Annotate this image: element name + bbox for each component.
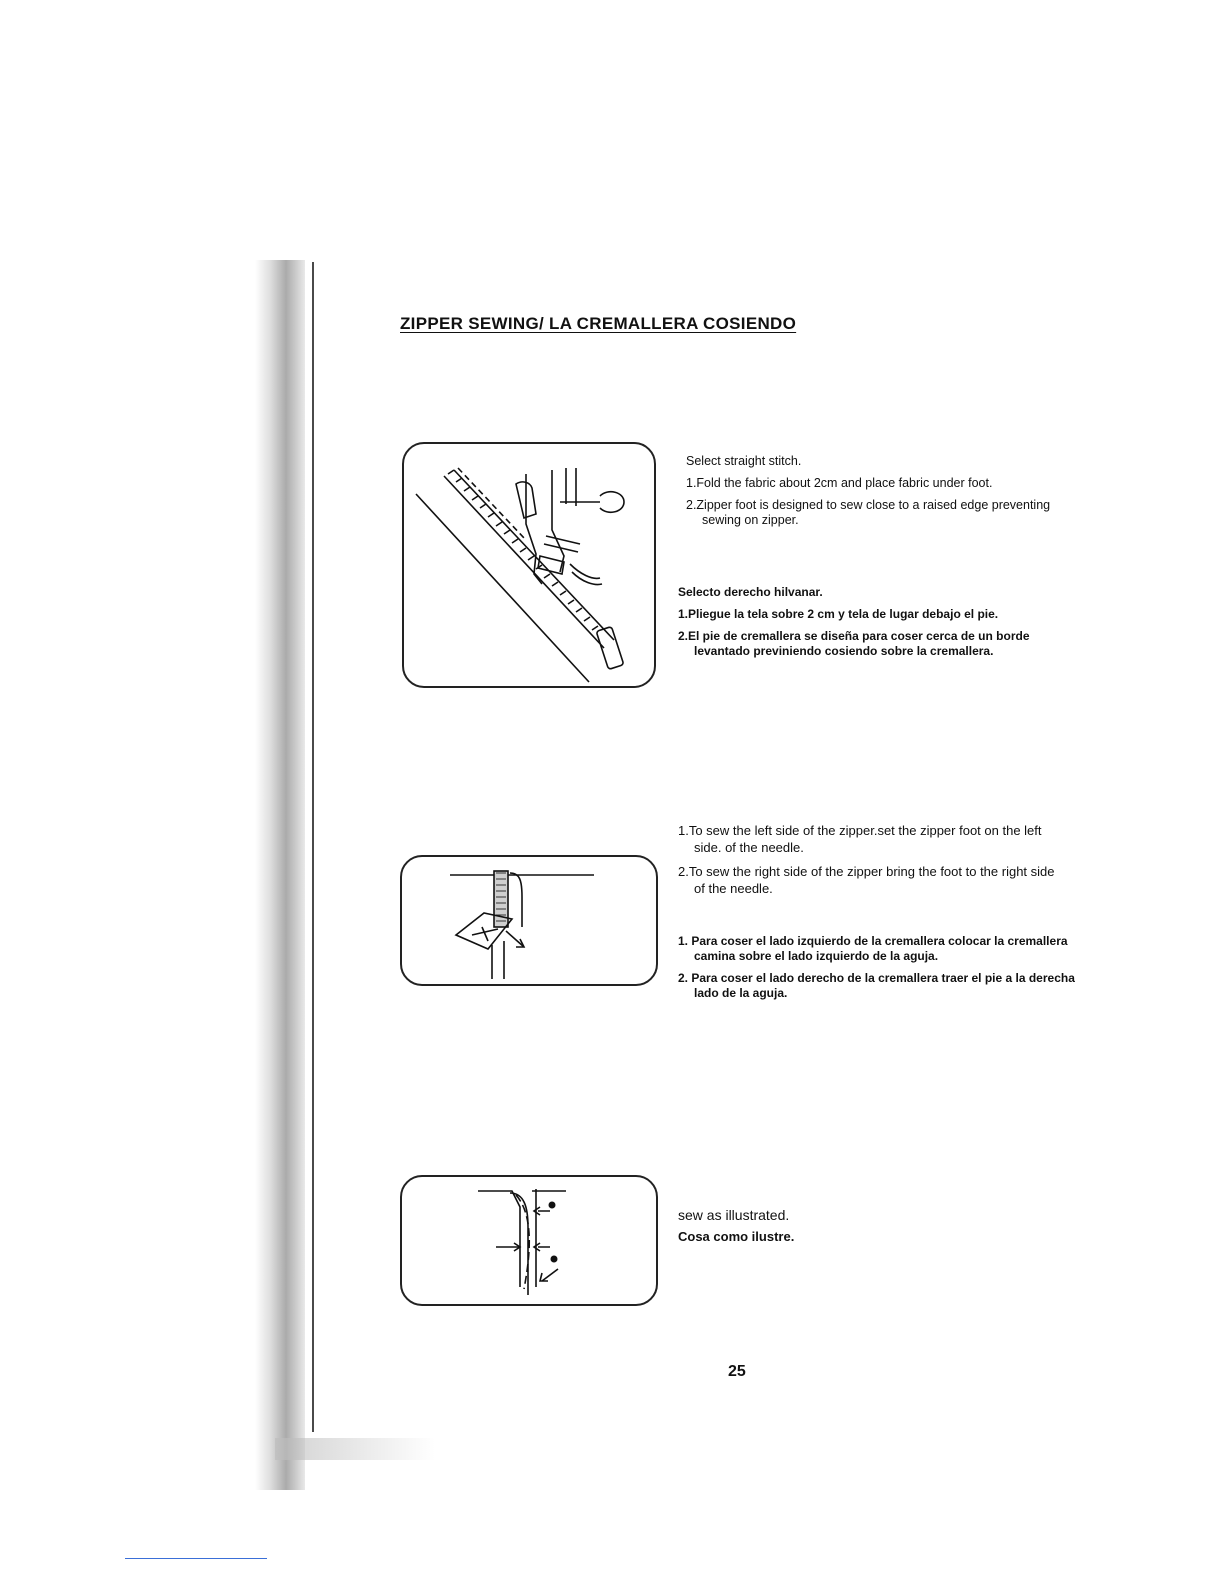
zipper-foot-illustration bbox=[402, 442, 656, 688]
section1-spanish-text bbox=[678, 585, 1088, 666]
page-number: 25 bbox=[728, 1363, 746, 1380]
margin-rule bbox=[312, 262, 314, 1432]
page-title: ZIPPER SEWING/ LA CREMALLERA COSIENDO bbox=[400, 314, 797, 333]
zipper-foot-side-drawing bbox=[402, 857, 656, 984]
section3-text bbox=[678, 1206, 978, 1246]
section1-english-step-1: 1.Fold the fabric about 2cm and place fabric under foot. bbox=[686, 476, 993, 490]
section2-spanish-step-2: 2. Para coser el lado derecho de la cremallera traer el pie a la derecha lado de la aguja. bbox=[678, 971, 1075, 1000]
section1-english-intro: Select straight stitch. bbox=[686, 454, 802, 468]
zipper-sewing-drawing bbox=[402, 1177, 656, 1304]
section2-english-step-2: 2.To sew the right side of the zipper bring the foot to the right side of the needle. bbox=[678, 864, 1055, 896]
zipper-foot-side-illustration bbox=[400, 855, 658, 986]
section3-spanish: Cosa como ilustre. bbox=[678, 1229, 795, 1244]
section2-english-step-1: 1.To sew the left side of the zipper.set the zipper foot on the left side. of the needle. bbox=[678, 823, 1042, 855]
section1-english-step-2: 2.Zipper foot is designed to sew close to a raised edge preventing sewing on zipper. bbox=[686, 498, 1051, 527]
binding-shadow bbox=[255, 260, 305, 1490]
section2-spanish-step-1: 1. Para coser el lado izquierdo de la cremallera colocar la cremallera camina sobre el lado izquierdo de la aguja. bbox=[678, 934, 1068, 963]
section2-english-text bbox=[678, 822, 1068, 904]
section2-spanish-text bbox=[678, 934, 1098, 1008]
scan-artifact-line bbox=[125, 1558, 267, 1559]
section1-spanish-step-2: 2.El pie de cremallera se diseña para coser cerca de un borde levantado previniendo cosiendo sobre la cremallera. bbox=[678, 629, 1030, 658]
zipper-foot-drawing bbox=[404, 444, 654, 686]
section3-english: sew as illustrated. bbox=[678, 1207, 790, 1223]
binding-shadow-bottom bbox=[275, 1438, 435, 1460]
section1-english-text bbox=[686, 454, 1076, 535]
zipper-sewing-illustration bbox=[400, 1175, 658, 1306]
section1-spanish-step-1: 1.Pliegue la tela sobre 2 cm y tela de lugar debajo el pie. bbox=[678, 607, 999, 621]
section1-spanish-intro: Selecto derecho hilvanar. bbox=[678, 585, 823, 599]
